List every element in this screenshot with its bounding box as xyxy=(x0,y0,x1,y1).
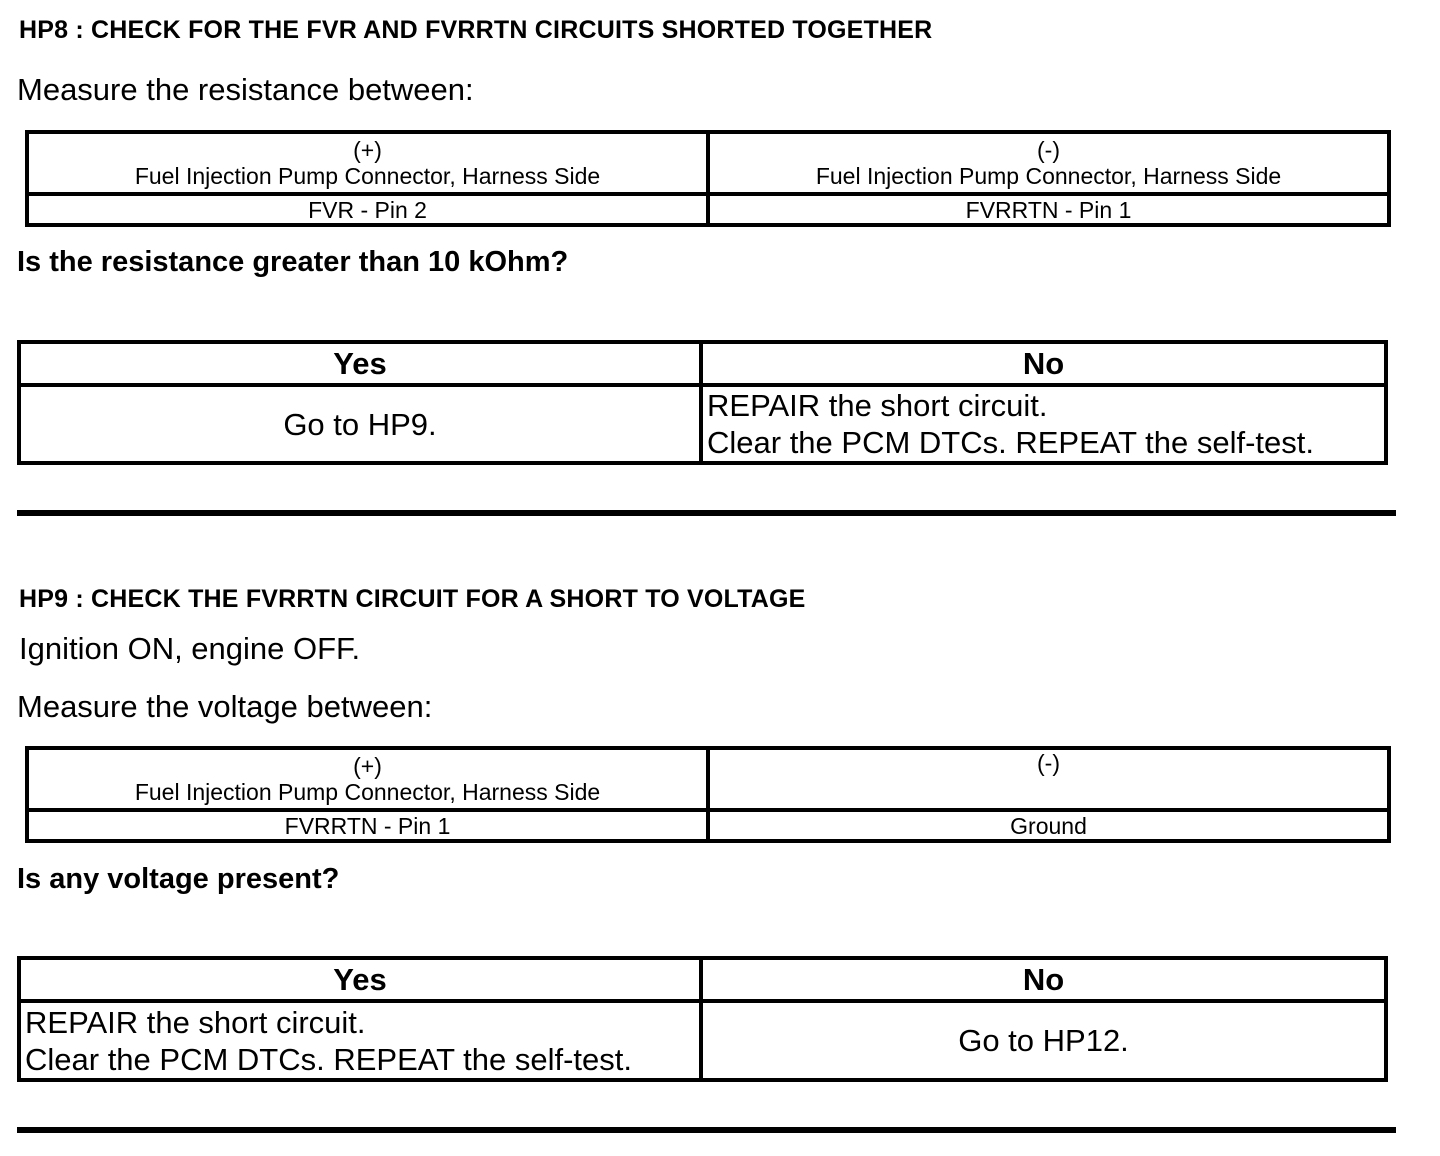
yes-header: Yes xyxy=(19,958,701,1001)
hp8-yes-action: Go to HP9. xyxy=(19,385,701,463)
hp8-minus-value: FVRRTN - Pin 1 xyxy=(708,194,1389,225)
action-line: Clear the PCM DTCs. REPEAT the self-test. xyxy=(25,1041,632,1077)
hp9-answer-table xyxy=(17,956,1388,1082)
hp9-instruction: Measure the voltage between: xyxy=(17,689,433,724)
hp8-title: HP8 : CHECK FOR THE FVR AND FVRRTN CIRCUITS SHORTED TOGETHER xyxy=(19,16,933,44)
no-header: No xyxy=(701,958,1386,1001)
hp9-plus-value: FVRRTN - Pin 1 xyxy=(27,810,708,841)
plus-label: Fuel Injection Pump Connector, Harness Side xyxy=(134,163,601,189)
plus-sign: (+) xyxy=(353,753,382,779)
action-line: Clear the PCM DTCs. REPEAT the self-test. xyxy=(707,425,1314,460)
section-divider xyxy=(17,1127,1396,1133)
hp9-title: HP9 : CHECK THE FVRRTN CIRCUIT FOR A SHORT TO VOLTAGE xyxy=(19,585,806,613)
hp8-measure-table xyxy=(25,130,1391,227)
hp9-plus-header xyxy=(27,748,708,810)
minus-sign: (-) xyxy=(1037,750,1060,776)
hp9-minus-header xyxy=(708,748,1389,810)
hp9-question: Is any voltage present? xyxy=(17,863,340,895)
minus-sign: (-) xyxy=(1037,137,1060,163)
hp9-minus-value: Ground xyxy=(708,810,1389,841)
no-header: No xyxy=(701,342,1386,385)
section-divider xyxy=(17,510,1396,516)
plus-sign: (+) xyxy=(353,137,382,163)
plus-label: Fuel Injection Pump Connector, Harness Side xyxy=(134,779,601,805)
yes-header: Yes xyxy=(19,342,701,385)
hp9-yes-action xyxy=(19,1001,701,1080)
hp8-plus-value: FVR - Pin 2 xyxy=(27,194,708,225)
hp9-condition: Ignition ON, engine OFF. xyxy=(19,631,361,666)
minus-label: Fuel Injection Pump Connector, Harness Side xyxy=(815,163,1282,189)
hp8-question: Is the resistance greater than 10 kOhm? xyxy=(17,246,569,278)
hp9-no-action: Go to HP12. xyxy=(701,1001,1386,1080)
hp8-minus-header xyxy=(708,132,1389,194)
hp9-measure-table xyxy=(25,746,1391,843)
action-line: REPAIR the short circuit. xyxy=(707,388,1048,423)
hp8-instruction: Measure the resistance between: xyxy=(17,72,474,107)
action-line: REPAIR the short circuit. xyxy=(25,1004,366,1040)
hp8-answer-table xyxy=(17,340,1388,465)
hp8-no-action xyxy=(701,385,1386,463)
hp8-plus-header xyxy=(27,132,708,194)
